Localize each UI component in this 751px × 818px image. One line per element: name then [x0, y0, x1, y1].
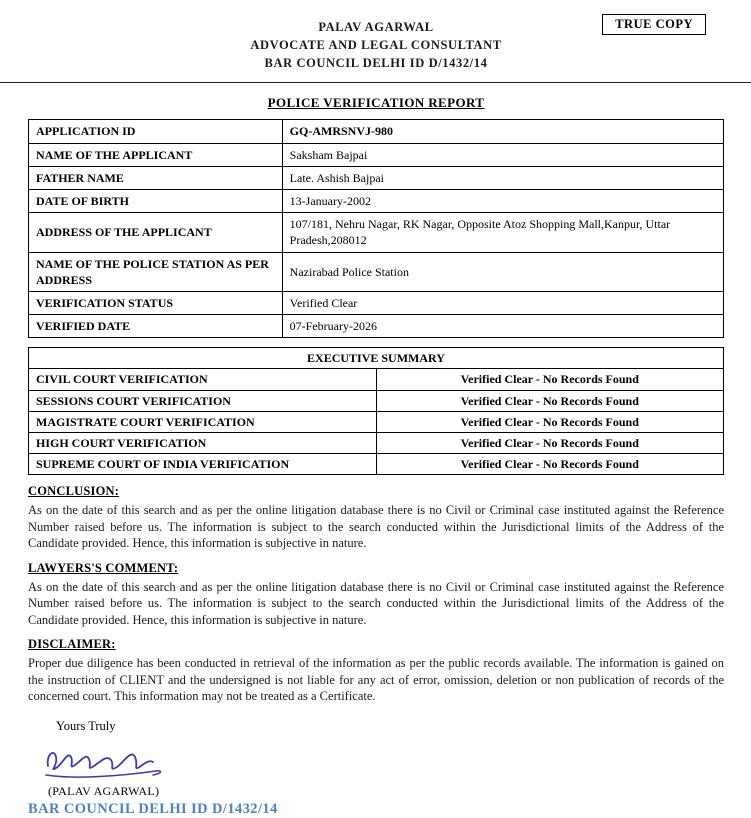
table-row: [29, 189, 724, 212]
table-row: [29, 433, 724, 454]
row-label: DATE OF BIRTH: [29, 189, 283, 212]
row-value: GQ-AMRSNVJ-980: [282, 120, 723, 143]
row-label: SESSIONS COURT VERIFICATION: [29, 390, 377, 411]
summary-title: EXECUTIVE SUMMARY: [29, 348, 724, 369]
conclusion-section: [28, 484, 724, 552]
row-value: Verified Clear - No Records Found: [376, 411, 724, 432]
table-row: [29, 120, 724, 143]
row-value: Verified Clear - No Records Found: [376, 433, 724, 454]
lawyers-comment-body: As on the date of this search and as per the online litigation database there is no Civil or Criminal case instituted against the Reference Number raised before us. The information is subject to the search conducted within the Jurisdictional limits of the Address of the Candidate provided. Hence, this information is subjective in nature.: [28, 579, 724, 627]
closing-salutation: Yours Truly: [56, 718, 116, 733]
row-value: 07-February-2026: [282, 315, 723, 338]
header-divider: [0, 82, 751, 83]
row-value: Nazirabad Police Station: [282, 252, 723, 291]
disclaimer-section: [28, 637, 724, 705]
signature-image: [38, 738, 724, 784]
row-label: VERIFICATION STATUS: [29, 291, 283, 314]
row-label: HIGH COURT VERIFICATION: [29, 433, 377, 454]
conclusion-heading: CONCLUSION:: [28, 484, 120, 499]
signatory-name: (PALAV AGARWAL): [48, 783, 160, 798]
row-label: SUPREME COURT OF INDIA VERIFICATION: [29, 454, 377, 475]
applicant-details-table: [28, 119, 724, 338]
row-label: NAME OF THE POLICE STATION AS PER ADDRESS: [29, 252, 283, 291]
row-label: ADDRESS OF THE APPLICANT: [29, 213, 283, 252]
disclaimer-body: Proper due diligence has been conducted in retrieval of the information as per the public records available. The information is gained on the instruction of CLIENT and the undersigned is not liable for any act of error, omission, deletion or non publication of records of the concerned court. This information may not be treated as a Certificate.: [28, 656, 724, 704]
lawyers-comment-section: [28, 561, 724, 629]
table-row: [29, 315, 724, 338]
disclaimer-heading: DISCLAIMER:: [28, 637, 116, 652]
row-value: 107/181, Nehru Nagar, RK Nagar, Opposite Atoz Shopping Mall,Kanpur, Uttar Pradesh,208012: [282, 213, 723, 252]
document-title: POLICE VERIFICATION REPORT: [267, 95, 485, 111]
row-label: VERIFIED DATE: [29, 315, 283, 338]
summary-header-row: [29, 348, 724, 369]
table-row: [29, 411, 724, 432]
row-label: MAGISTRATE COURT VERIFICATION: [29, 411, 377, 432]
table-row: [29, 252, 724, 291]
true-copy-stamp: TRUE COPY: [602, 14, 706, 35]
table-row: [29, 166, 724, 189]
row-value: Verified Clear: [282, 291, 723, 314]
table-row: [29, 369, 724, 390]
row-value: Verified Clear - No Records Found: [376, 369, 724, 390]
letterhead-name: PALAV AGARWAL: [318, 20, 434, 34]
table-row: [29, 213, 724, 252]
letterhead: [28, 14, 724, 72]
row-value: Saksham Bajpai: [282, 143, 723, 166]
row-label: NAME OF THE APPLICANT: [29, 143, 283, 166]
conclusion-body: As on the date of this search and as per the online litigation database there is no Civil or Criminal case instituted against the Reference Number raised before us. The information is subject to the search conducted within the Jurisdictional limits of the Address of the Candidate provided. Hence, this information is subjective in nature.: [28, 503, 724, 551]
table-row: [29, 143, 724, 166]
table-row: [29, 454, 724, 475]
table-row: [29, 291, 724, 314]
row-label: CIVIL COURT VERIFICATION: [29, 369, 377, 390]
row-value: Late. Ashish Bajpai: [282, 166, 723, 189]
row-label: FATHER NAME: [29, 166, 283, 189]
letterhead-bar-id: BAR COUNCIL DELHI ID D/1432/14: [264, 56, 488, 71]
letterhead-role: ADVOCATE AND LEGAL CONSULTANT: [250, 38, 502, 53]
row-value: Verified Clear - No Records Found: [376, 454, 724, 475]
executive-summary-table: [28, 347, 724, 475]
footer-bar-id: BAR COUNCIL DELHI ID D/1432/14: [28, 800, 278, 817]
lawyers-comment-heading: LAWYERS'S COMMENT:: [28, 560, 179, 575]
row-value: 13-January-2002: [282, 189, 723, 212]
row-label: APPLICATION ID: [29, 120, 283, 143]
row-value: Verified Clear - No Records Found: [376, 390, 724, 411]
table-row: [29, 390, 724, 411]
